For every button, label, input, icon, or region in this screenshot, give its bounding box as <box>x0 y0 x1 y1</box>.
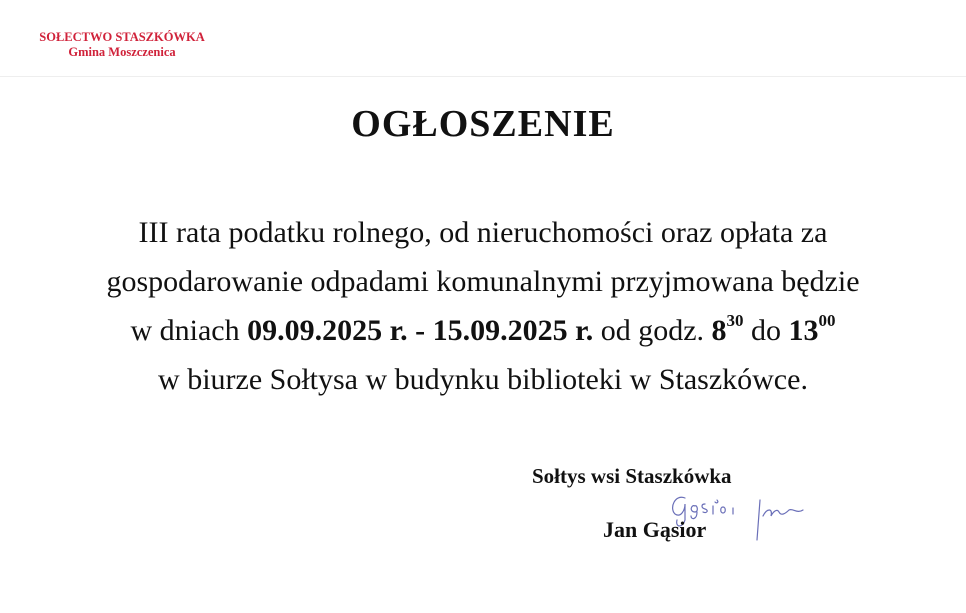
text: od godz. <box>593 314 712 347</box>
time-to-hour: 13 <box>788 314 819 347</box>
announcement-body <box>0 208 966 404</box>
text: w dniach <box>130 314 248 347</box>
document-title: OGŁOSZENIE <box>351 103 615 145</box>
date-range: 09.09.2025 r. - 15.09.2025 r. <box>247 314 594 347</box>
time-from-hour: 8 <box>711 314 727 347</box>
body-line: III rata podatku rolnego, od nieruchomości oraz opłata za <box>138 216 828 249</box>
letterhead <box>22 30 222 60</box>
time-from-minutes: 30 <box>726 311 744 330</box>
header-divider <box>0 76 966 77</box>
body-line <box>0 306 966 355</box>
signatory-name: Jan Gąsior <box>603 517 707 542</box>
body-line: gospodarowanie odpadami komunalnymi przyjmowana będzie <box>106 265 860 298</box>
time-to-minutes: 00 <box>818 311 836 330</box>
signatory-role: Sołtys wsi Staszkówka <box>532 464 732 488</box>
letterhead-subtitle: Gmina Moszczenica <box>68 45 176 59</box>
text: do <box>743 314 789 347</box>
letterhead-title: SOŁECTWO STASZKÓWKA <box>39 30 205 44</box>
body-line: w biurze Sołtysa w budynku biblioteki w Staszkówce. <box>158 363 808 396</box>
